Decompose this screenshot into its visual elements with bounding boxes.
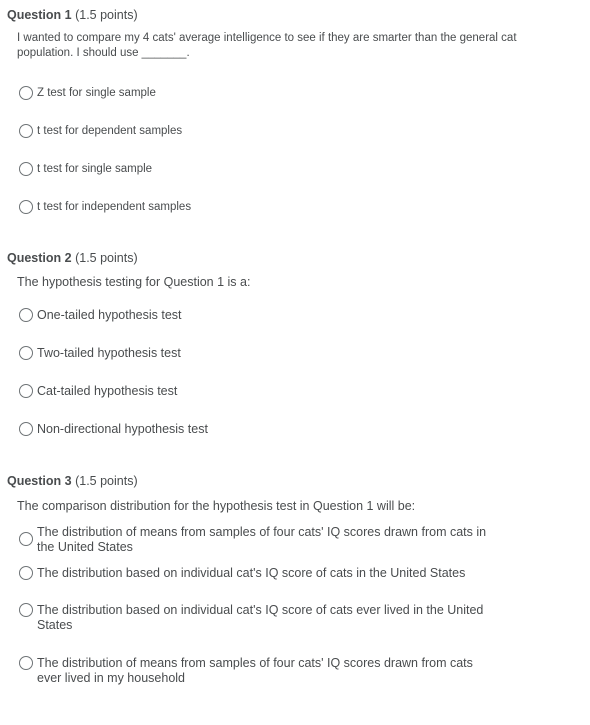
radio-button[interactable]: [19, 86, 33, 100]
question-1-option-1[interactable]: [19, 86, 156, 101]
radio-button[interactable]: [19, 422, 33, 436]
radio-button[interactable]: [19, 566, 33, 580]
question-1-option-3[interactable]: [19, 162, 152, 177]
option-label: The distribution of means from samples of four cats' IQ scores drawn from cats in the United States: [37, 525, 487, 554]
question-3-prompt: The comparison distribution for the hypothesis test in Question 1 will be:: [17, 499, 416, 513]
question-3-option-2[interactable]: [19, 566, 497, 581]
question-points: (1.5 points): [75, 8, 138, 22]
option-label: The distribution of means from samples of four cats' IQ scores drawn from cats ever lived in my household: [37, 656, 473, 685]
question-number: Question 1: [7, 8, 72, 22]
question-1-option-4[interactable]: [19, 200, 191, 215]
question-number: Question 2: [7, 251, 72, 265]
question-2-option-1[interactable]: [19, 308, 497, 323]
question-1-option-2[interactable]: [19, 124, 182, 139]
question-number: Question 3: [7, 474, 72, 488]
option-label: The distribution based on individual cat's IQ score of cats in the United States: [37, 566, 466, 580]
question-points: (1.5 points): [75, 474, 138, 488]
question-1-prompt: I wanted to compare my 4 cats' average intelligence to see if they are smarter than the general cat population. I should use _______.: [17, 32, 517, 59]
question-3-option-1[interactable]: [19, 525, 497, 555]
option-label: Two-tailed hypothesis test: [37, 346, 181, 360]
question-3-option-3[interactable]: [19, 603, 497, 633]
radio-button[interactable]: [19, 200, 33, 214]
radio-button[interactable]: [19, 603, 33, 617]
option-label: One-tailed hypothesis test: [37, 308, 182, 322]
radio-button[interactable]: [19, 124, 33, 138]
radio-button[interactable]: [19, 532, 33, 546]
option-label: Z test for single sample: [37, 87, 156, 99]
option-label: t test for dependent samples: [37, 125, 183, 137]
option-label: Cat-tailed hypothesis test: [37, 384, 178, 398]
option-label: Non-directional hypothesis test: [37, 422, 208, 436]
question-1-header: [7, 8, 138, 22]
radio-button[interactable]: [19, 656, 33, 670]
question-2-option-3[interactable]: [19, 384, 497, 399]
radio-button[interactable]: [19, 384, 33, 398]
option-label: The distribution based on individual cat's IQ score of cats ever lived in the United States: [37, 603, 484, 632]
question-2-option-2[interactable]: [19, 346, 497, 361]
question-2-header: [7, 251, 138, 265]
option-label: t test for independent samples: [37, 201, 192, 213]
question-2-option-4[interactable]: [19, 422, 497, 437]
radio-button[interactable]: [19, 346, 33, 360]
question-3-option-4[interactable]: [19, 656, 497, 686]
question-2-prompt: The hypothesis testing for Question 1 is a:: [17, 275, 251, 289]
question-points: (1.5 points): [75, 251, 138, 265]
option-label: t test for single sample: [37, 163, 153, 175]
radio-button[interactable]: [19, 162, 33, 176]
radio-button[interactable]: [19, 308, 33, 322]
question-3-header: [7, 474, 138, 488]
